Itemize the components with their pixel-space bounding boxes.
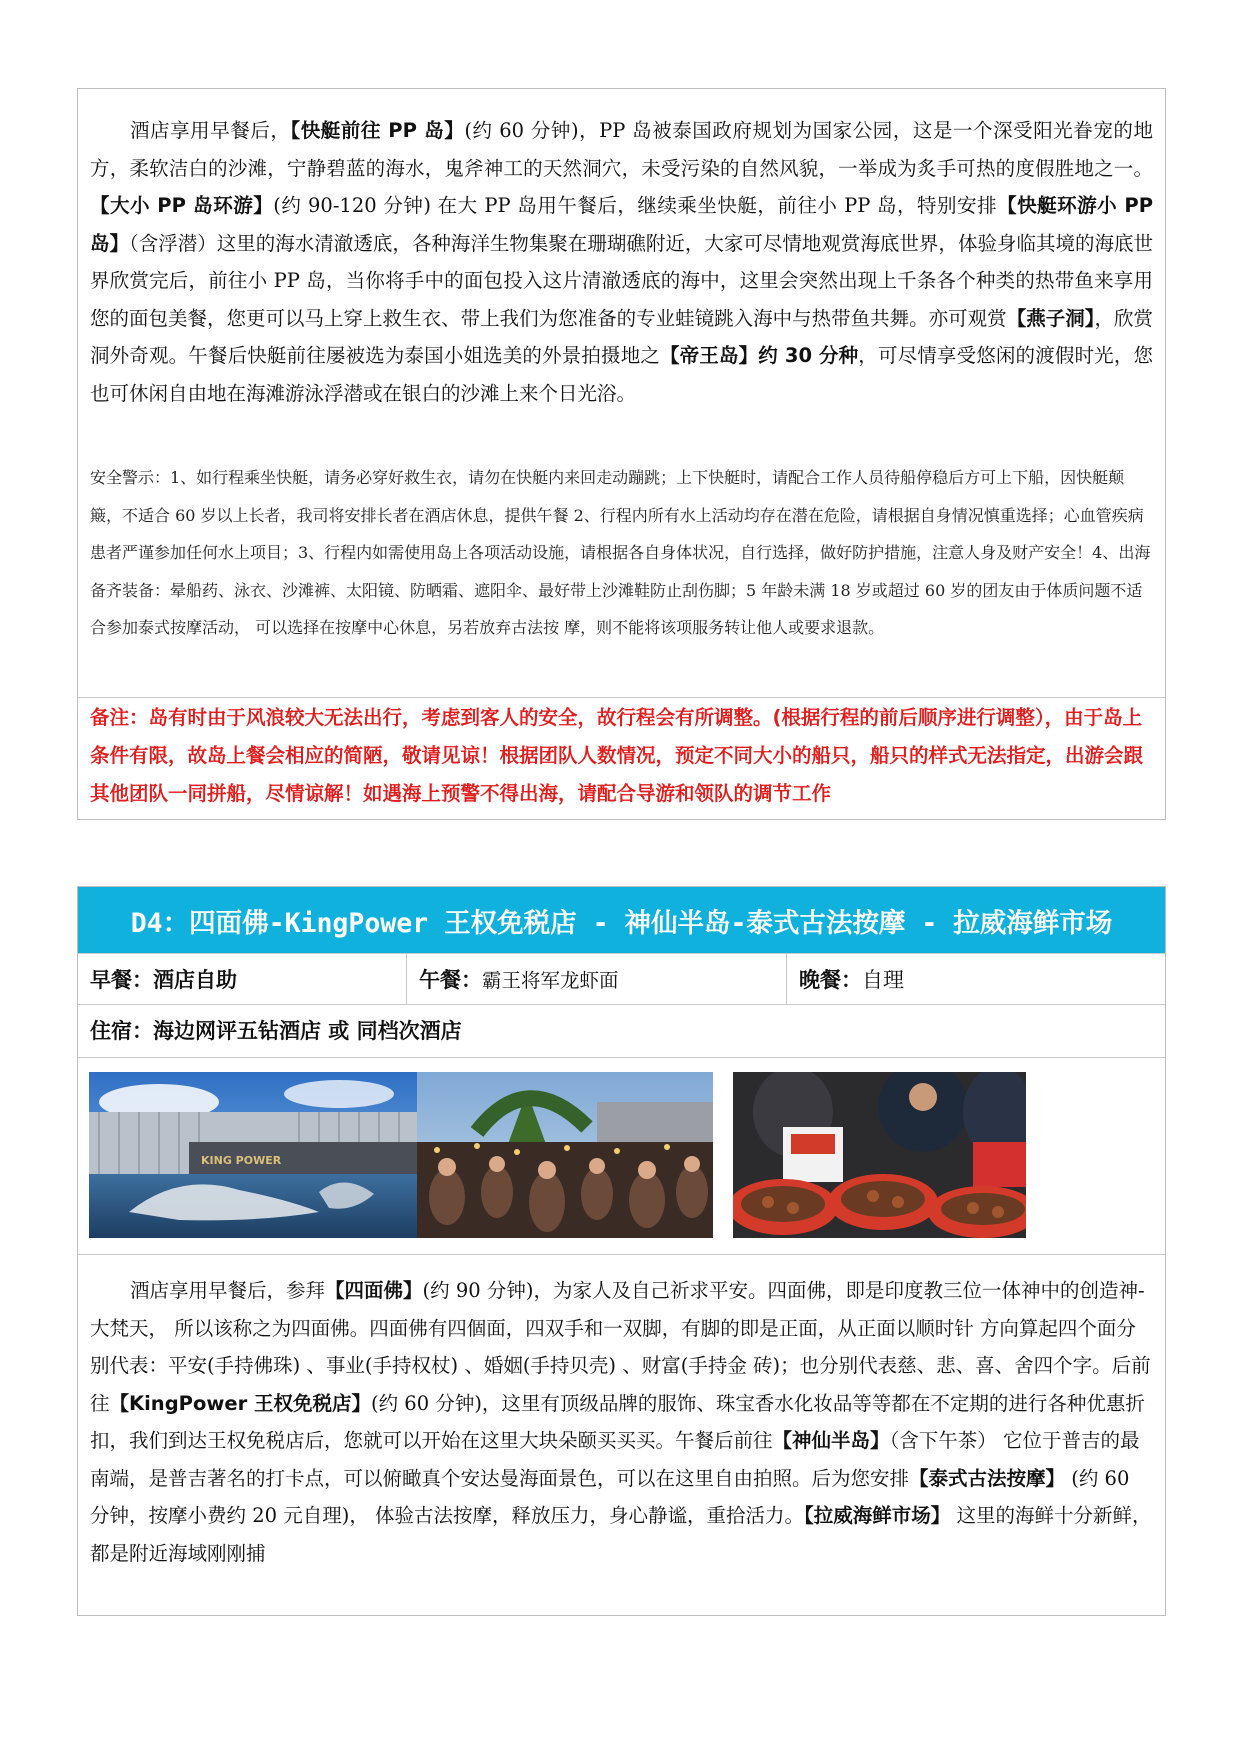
- highlight-four-faced-buddha: 【四面佛】: [325, 1279, 423, 1302]
- cell-divider: [406, 954, 407, 1004]
- cell-divider: [786, 954, 787, 1004]
- dinner-label: 晚餐：: [799, 968, 862, 992]
- text-run: (约 90-120 分钟) 在大 PP 岛用午餐后，继续乘坐快艇，前往小 PP 岛，特别安排: [273, 194, 998, 217]
- day4-content-box: [77, 886, 1166, 1616]
- text-run: (约 90 分钟)，为家人及自己祈求平安。四面佛，即是印度教三位一体神中的创造神- 大梵天， 所以该称之为四面佛。四面佛有四個面，四双手和一双脚，有脚的即是正面，从正面以顺时针 方向算起四个面分别代表：平安(手持佛珠) 、事业(手持权杖) 、婚姻(手持贝壳) 、财富(手持金 砖)；也分别代表慈、悲、喜、舍四个字。后前往: [90, 1279, 1151, 1415]
- highlight-rawai-seafood-market: 【拉威海鲜市场】: [804, 1504, 951, 1527]
- day3-content-box: [77, 88, 1166, 820]
- day4-description: [90, 1272, 1153, 1572]
- kingpower-photo: [89, 1072, 423, 1238]
- island-tour-paragraph: [90, 112, 1153, 412]
- meals-row: [78, 953, 1165, 1005]
- night-market-image: [417, 1072, 713, 1238]
- highlight-small-pp-tour: 【快艇环游小 PP 岛】: [90, 194, 1153, 255]
- highlight-pp-island-tour: 【大小 PP 岛环游】: [90, 194, 274, 217]
- remark-note: 备注：岛有时由于风浪较大无法出行，考虑到客人的安全，故行程会有所调整。(根据行程的前后顺序进行调整），由于岛上条件有限，故岛上餐会相应的简陋，敬请见谅！根据团队人数情况，预定不同大小的船只，船只的样式无法指定，出游会跟其他团队一同拼船，尽情谅解！如遇海上预警不得出海，请配合导游和领队的调节工作: [90, 706, 1144, 805]
- divider: [78, 697, 1165, 698]
- dinner-value: 自理: [862, 968, 904, 992]
- text-run: ，欣赏洞外奇观。午餐后快艇前往屡被选为泰国小姐选美的外景拍摄地之: [90, 306, 1153, 367]
- day4-title: D4：四面佛-KingPower 王权免税店 - 神仙半岛-泰式古法按摩 - 拉威海鲜市场: [78, 887, 1165, 953]
- lunch-cell: [419, 954, 619, 1004]
- text-run: 酒店享用早餐后，: [130, 119, 291, 142]
- divider: [78, 1254, 1165, 1255]
- text-run: （含浮潜）这里的海水清澈透底，各种海洋生物集聚在珊瑚礁附近，大家可尽情地观赏海底世界，体验身临其境的海底世界欣赏完后，前往小 PP 岛，当你将手中的面包投入这片清澈透底的海中，这里会突然出现上千条各个种类的热带鱼来享用您的面包美餐，您更可以马上穿上救生衣、带上我们为您准备的专业蛙镜跳入海中与热带鱼共舞。亦可观赏: [90, 231, 1153, 330]
- highlight-pp-speedboat: 【快艇前往 PP 岛】: [290, 119, 465, 142]
- text-run: 酒店享用早餐后，参拜: [130, 1279, 326, 1302]
- highlight-kingpower: 【KingPower 王权免税店】: [109, 1391, 371, 1415]
- text-run: ，可尽情享受悠闲的渡假时光，您也可休闲自由地在海滩游泳浮潜或在银白的沙滩上来个日光浴。: [90, 344, 1153, 405]
- breakfast-value: 酒店自助: [153, 968, 237, 992]
- seafood-market-image: [733, 1072, 1026, 1238]
- highlight-emperor-island: 【帝王岛】约 30 分种: [660, 344, 859, 367]
- highlight-promthep-cape: 【神仙半岛】: [772, 1429, 890, 1452]
- kingpower-image: [89, 1072, 423, 1238]
- breakfast-label: 早餐：: [90, 968, 153, 992]
- highlight-thai-massage: 【泰式古法按摩】: [909, 1466, 1066, 1490]
- lunch-label: 午餐：: [419, 968, 482, 992]
- breakfast-cell: [90, 954, 237, 1004]
- lodging-row: 住宿：海边网评五钻酒店 或 同档次酒店: [78, 1003, 1165, 1058]
- highlight-swallow-cave: 【燕子洞】: [1006, 306, 1095, 330]
- dinner-cell: [799, 954, 904, 1004]
- kingpower-sign: KING POWER: [201, 1154, 282, 1167]
- night-market-photo: [417, 1072, 713, 1238]
- text-run: (约 60 分钟)，这里有顶级品牌的服饰、珠宝香水化妆品等等都在不定期的进行各种优惠折扣，我们到达王权免税店后，您就可以开始在这里大块朵颐买买买。午餐后前往: [90, 1391, 1145, 1452]
- text-run: (约 60 分钟)，PP 岛被泰国政府规划为国家公园，这是一个深受阳光眷宠的地方，柔软洁白的沙滩，宁静碧蓝的海水，鬼斧神工的天然洞穴，未受污染的自然风貌，一举成为炙手可热的度假胜地之一。: [90, 119, 1153, 180]
- text-run: 这里的海鲜十分新鲜，都是附近海域刚刚捕: [90, 1504, 1152, 1565]
- text-run: （含下午茶） 它位于普吉的最南端，是普吉著名的打卡点，可以俯瞰真个安达曼海面景色，可以在这里自由拍照。后为您安排: [90, 1429, 1140, 1490]
- text-run: (约 60 分钟，按摩小费约 20 元自理)， 体验古法按摩，释放压力，身心静谧，重拾活力。: [90, 1466, 1130, 1527]
- safety-warning: 安全警示：1、如行程乘坐快艇，请务必穿好救生衣，请勿在快艇内来回走动蹦跳；上下快艇时，请配合工作人员待船停稳后方可上下船，因快艇颠簸，不适合 60 岁以上长者，我司将安排长者在酒店休息，提供午餐 2、行程内所有水上活动均存在潜在危险，请根据自身情况慎重选择；心血管疾病患者严谨参加任何水上项目；3、行程内如需使用岛上各项活动设施，请根据各自身体状况，自行选择，做好防护措施，注意人身及财产安全！4、出海备齐装备：晕船药、泳衣、沙滩裤、太阳镜、防晒霜、遮阳伞、最好带上沙滩鞋防止刮伤脚；5 年龄未满 18 岁或超过 60 岁的团友由于体质问题不适合参加泰式按摩活动， 可以选择在按摩中心休息，另若放弃古法按 摩，则不能将该项服务转让他人或要求退款。: [90, 468, 1151, 637]
- seafood-market-photo: [733, 1072, 1026, 1238]
- lunch-value: 霸王将军龙虾面: [482, 969, 619, 992]
